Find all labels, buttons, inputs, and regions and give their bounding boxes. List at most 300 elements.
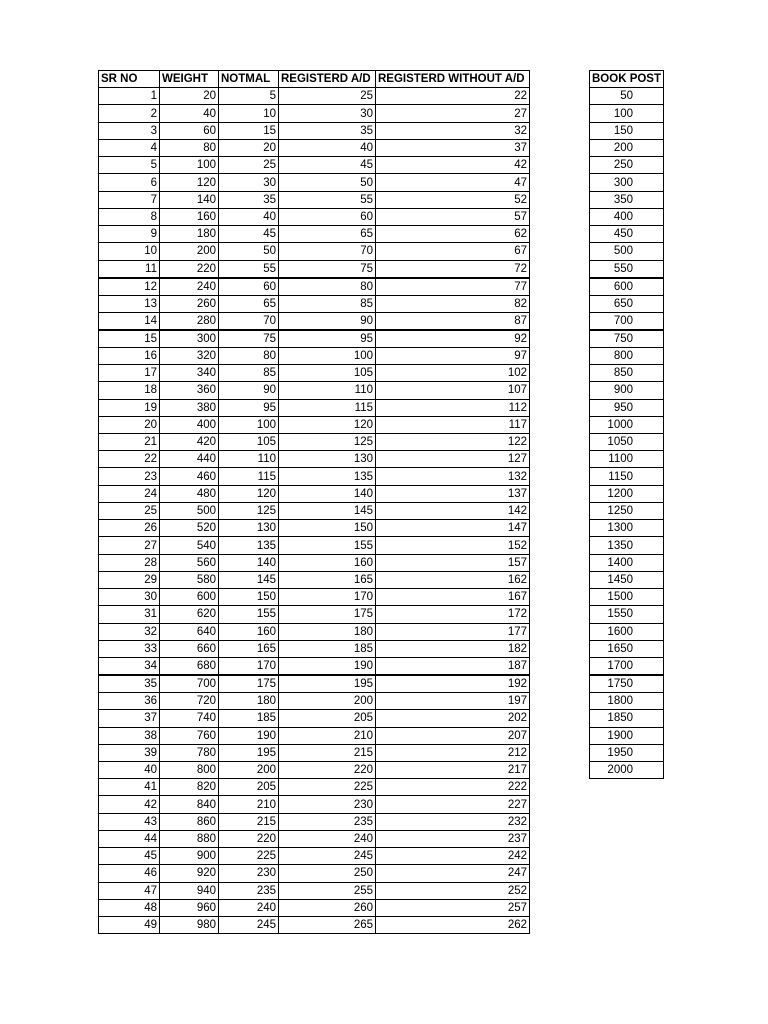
sr-no-cell: 2 bbox=[99, 105, 160, 122]
sr-no-cell: 44 bbox=[99, 830, 160, 847]
notmal-cell: 180 bbox=[219, 693, 279, 710]
registerd-without-ad-cell: 147 bbox=[376, 520, 530, 537]
book-post-cell: 900 bbox=[590, 382, 664, 399]
registerd-without-ad-cell: 212 bbox=[376, 744, 530, 761]
table-row bbox=[99, 347, 530, 364]
weight-cell: 160 bbox=[160, 208, 219, 225]
book-post-cell: 1650 bbox=[590, 640, 664, 657]
table-row bbox=[99, 589, 530, 606]
table-row bbox=[99, 848, 530, 865]
notmal-cell: 220 bbox=[219, 830, 279, 847]
registerd-ad-cell: 250 bbox=[279, 865, 376, 882]
weight-cell: 80 bbox=[160, 139, 219, 156]
registerd-ad-cell: 260 bbox=[279, 899, 376, 916]
registerd-without-ad-cell: 157 bbox=[376, 554, 530, 571]
sr-no-cell: 18 bbox=[99, 382, 160, 399]
table-row bbox=[99, 796, 530, 813]
table-row bbox=[590, 416, 664, 433]
weight-cell: 480 bbox=[160, 485, 219, 502]
weight-cell: 340 bbox=[160, 365, 219, 382]
registerd-without-ad-cell: 262 bbox=[376, 917, 530, 934]
weight-cell: 580 bbox=[160, 571, 219, 588]
table-row bbox=[99, 554, 530, 571]
registerd-without-ad-cell: 247 bbox=[376, 865, 530, 882]
book-post-cell: 1350 bbox=[590, 537, 664, 554]
table-row bbox=[590, 744, 664, 761]
table-row bbox=[99, 382, 530, 399]
weight-cell: 620 bbox=[160, 606, 219, 623]
book-post-cell: 2000 bbox=[590, 761, 664, 778]
table-row bbox=[590, 295, 664, 312]
weight-cell: 840 bbox=[160, 796, 219, 813]
table-row bbox=[99, 693, 530, 710]
weight-cell: 720 bbox=[160, 693, 219, 710]
registerd-without-ad-cell: 77 bbox=[376, 278, 530, 296]
notmal-cell: 25 bbox=[219, 157, 279, 174]
sr-no-cell: 45 bbox=[99, 848, 160, 865]
sr-no-cell: 23 bbox=[99, 468, 160, 485]
notmal-cell: 20 bbox=[219, 139, 279, 156]
table-row bbox=[99, 744, 530, 761]
registerd-ad-cell: 140 bbox=[279, 485, 376, 502]
weight-cell: 120 bbox=[160, 174, 219, 191]
registerd-without-ad-cell: 257 bbox=[376, 899, 530, 916]
sr-no-cell: 14 bbox=[99, 312, 160, 330]
table-row bbox=[590, 520, 664, 537]
table-row bbox=[590, 347, 664, 364]
registerd-without-ad-cell: 152 bbox=[376, 537, 530, 554]
table-row bbox=[99, 174, 530, 191]
notmal-cell: 225 bbox=[219, 848, 279, 865]
sr-no-cell: 24 bbox=[99, 485, 160, 502]
weight-cell: 300 bbox=[160, 330, 219, 348]
registerd-without-ad-cell: 142 bbox=[376, 502, 530, 519]
table-row bbox=[590, 658, 664, 676]
registerd-without-ad-cell: 182 bbox=[376, 640, 530, 657]
registerd-without-ad-cell: 37 bbox=[376, 139, 530, 156]
table-row bbox=[590, 710, 664, 727]
table-row bbox=[99, 571, 530, 588]
sr-no-cell: 21 bbox=[99, 433, 160, 450]
book-post-cell: 1950 bbox=[590, 744, 664, 761]
table-row bbox=[590, 468, 664, 485]
registerd-without-ad-cell: 242 bbox=[376, 848, 530, 865]
notmal-cell: 115 bbox=[219, 468, 279, 485]
table-row bbox=[99, 105, 530, 122]
registerd-without-ad-cell: 97 bbox=[376, 347, 530, 364]
sr-no-cell: 47 bbox=[99, 882, 160, 899]
registerd-without-ad-cell: 167 bbox=[376, 589, 530, 606]
registerd-without-ad-cell: 252 bbox=[376, 882, 530, 899]
weight-cell: 360 bbox=[160, 382, 219, 399]
notmal-cell: 145 bbox=[219, 571, 279, 588]
table-row bbox=[590, 761, 664, 778]
weight-cell: 40 bbox=[160, 105, 219, 122]
registerd-ad-cell: 210 bbox=[279, 727, 376, 744]
book-post-cell: 1500 bbox=[590, 589, 664, 606]
notmal-cell: 140 bbox=[219, 554, 279, 571]
weight-cell: 740 bbox=[160, 710, 219, 727]
table-row bbox=[99, 710, 530, 727]
weight-cell: 260 bbox=[160, 295, 219, 312]
table-row bbox=[590, 589, 664, 606]
registerd-ad-cell: 135 bbox=[279, 468, 376, 485]
notmal-cell: 215 bbox=[219, 813, 279, 830]
notmal-cell: 65 bbox=[219, 295, 279, 312]
registerd-without-ad-cell: 187 bbox=[376, 658, 530, 676]
registerd-ad-cell: 235 bbox=[279, 813, 376, 830]
registerd-ad-cell: 60 bbox=[279, 208, 376, 225]
registerd-ad-cell: 80 bbox=[279, 278, 376, 296]
registerd-ad-cell: 125 bbox=[279, 433, 376, 450]
registerd-without-ad-cell: 207 bbox=[376, 727, 530, 744]
registerd-ad-cell: 215 bbox=[279, 744, 376, 761]
table-row bbox=[99, 640, 530, 657]
book-post-cell: 850 bbox=[590, 365, 664, 382]
registerd-ad-cell: 230 bbox=[279, 796, 376, 813]
weight-cell: 560 bbox=[160, 554, 219, 571]
registerd-ad-cell: 265 bbox=[279, 917, 376, 934]
registerd-ad-cell: 160 bbox=[279, 554, 376, 571]
book-post-table bbox=[589, 70, 664, 779]
registerd-without-ad-cell: 202 bbox=[376, 710, 530, 727]
book-post-cell: 1050 bbox=[590, 433, 664, 450]
table-row bbox=[590, 451, 664, 468]
sr-no-cell: 10 bbox=[99, 243, 160, 260]
registerd-ad-cell: 95 bbox=[279, 330, 376, 348]
book-post-cell: 1850 bbox=[590, 710, 664, 727]
weight-cell: 640 bbox=[160, 623, 219, 640]
weight-cell: 60 bbox=[160, 122, 219, 139]
book-post-cell: 1200 bbox=[590, 485, 664, 502]
notmal-cell: 245 bbox=[219, 917, 279, 934]
table-row bbox=[590, 606, 664, 623]
weight-cell: 680 bbox=[160, 658, 219, 676]
registerd-ad-cell: 100 bbox=[279, 347, 376, 364]
weight-cell: 100 bbox=[160, 157, 219, 174]
weight-cell: 220 bbox=[160, 260, 219, 278]
table-row bbox=[590, 675, 664, 693]
table-row bbox=[99, 208, 530, 225]
notmal-cell: 100 bbox=[219, 416, 279, 433]
registerd-ad-cell: 25 bbox=[279, 88, 376, 105]
book-post-cell: 50 bbox=[590, 88, 664, 105]
book-post-cell: 250 bbox=[590, 157, 664, 174]
weight-cell: 540 bbox=[160, 537, 219, 554]
table-row bbox=[99, 122, 530, 139]
weight-cell: 380 bbox=[160, 399, 219, 416]
table-row bbox=[590, 433, 664, 450]
registerd-without-ad-cell: 117 bbox=[376, 416, 530, 433]
header-registerd-ad: REGISTERD A/D bbox=[279, 71, 376, 88]
registerd-without-ad-cell: 132 bbox=[376, 468, 530, 485]
registerd-without-ad-cell: 67 bbox=[376, 243, 530, 260]
notmal-cell: 35 bbox=[219, 191, 279, 208]
weight-cell: 860 bbox=[160, 813, 219, 830]
notmal-cell: 105 bbox=[219, 433, 279, 450]
weight-cell: 420 bbox=[160, 433, 219, 450]
registerd-without-ad-cell: 72 bbox=[376, 260, 530, 278]
registerd-ad-cell: 170 bbox=[279, 589, 376, 606]
notmal-cell: 5 bbox=[219, 88, 279, 105]
table-row bbox=[99, 520, 530, 537]
notmal-cell: 200 bbox=[219, 761, 279, 778]
weight-cell: 140 bbox=[160, 191, 219, 208]
table-row bbox=[590, 554, 664, 571]
registerd-ad-cell: 175 bbox=[279, 606, 376, 623]
table-row bbox=[590, 139, 664, 156]
registerd-without-ad-cell: 32 bbox=[376, 122, 530, 139]
table-row bbox=[99, 502, 530, 519]
registerd-without-ad-cell: 82 bbox=[376, 295, 530, 312]
notmal-cell: 85 bbox=[219, 365, 279, 382]
book-post-cell: 1900 bbox=[590, 727, 664, 744]
table-row bbox=[590, 502, 664, 519]
table-row bbox=[99, 330, 530, 348]
weight-cell: 900 bbox=[160, 848, 219, 865]
table-row bbox=[590, 399, 664, 416]
registerd-ad-cell: 90 bbox=[279, 312, 376, 330]
notmal-cell: 160 bbox=[219, 623, 279, 640]
registerd-ad-cell: 40 bbox=[279, 139, 376, 156]
weight-cell: 240 bbox=[160, 278, 219, 296]
table-row bbox=[99, 865, 530, 882]
weight-cell: 280 bbox=[160, 312, 219, 330]
registerd-without-ad-cell: 192 bbox=[376, 675, 530, 693]
book-post-cell: 1150 bbox=[590, 468, 664, 485]
sr-no-cell: 17 bbox=[99, 365, 160, 382]
registerd-without-ad-cell: 127 bbox=[376, 451, 530, 468]
table-row bbox=[99, 813, 530, 830]
notmal-cell: 90 bbox=[219, 382, 279, 399]
weight-cell: 800 bbox=[160, 761, 219, 778]
table-row bbox=[590, 260, 664, 278]
book-post-cell: 200 bbox=[590, 139, 664, 156]
sr-no-cell: 39 bbox=[99, 744, 160, 761]
notmal-cell: 235 bbox=[219, 882, 279, 899]
weight-cell: 760 bbox=[160, 727, 219, 744]
table-row bbox=[590, 312, 664, 330]
rate-table bbox=[98, 70, 530, 934]
sr-no-cell: 32 bbox=[99, 623, 160, 640]
sr-no-cell: 8 bbox=[99, 208, 160, 225]
sr-no-cell: 7 bbox=[99, 191, 160, 208]
weight-cell: 780 bbox=[160, 744, 219, 761]
sr-no-cell: 29 bbox=[99, 571, 160, 588]
table-row bbox=[590, 226, 664, 243]
sr-no-cell: 26 bbox=[99, 520, 160, 537]
sr-no-cell: 1 bbox=[99, 88, 160, 105]
registerd-ad-cell: 75 bbox=[279, 260, 376, 278]
book-post-cell: 950 bbox=[590, 399, 664, 416]
registerd-without-ad-cell: 107 bbox=[376, 382, 530, 399]
table-row bbox=[99, 157, 530, 174]
notmal-cell: 125 bbox=[219, 502, 279, 519]
registerd-without-ad-cell: 227 bbox=[376, 796, 530, 813]
weight-cell: 400 bbox=[160, 416, 219, 433]
notmal-cell: 150 bbox=[219, 589, 279, 606]
book-post-cell: 700 bbox=[590, 312, 664, 330]
book-post-cell: 150 bbox=[590, 122, 664, 139]
table-row bbox=[99, 485, 530, 502]
registerd-without-ad-cell: 122 bbox=[376, 433, 530, 450]
table-row bbox=[590, 208, 664, 225]
book-post-cell: 100 bbox=[590, 105, 664, 122]
table-row bbox=[99, 139, 530, 156]
registerd-ad-cell: 255 bbox=[279, 882, 376, 899]
sr-no-cell: 42 bbox=[99, 796, 160, 813]
table-row bbox=[99, 191, 530, 208]
sr-no-cell: 35 bbox=[99, 675, 160, 693]
sr-no-cell: 3 bbox=[99, 122, 160, 139]
notmal-cell: 210 bbox=[219, 796, 279, 813]
registerd-ad-cell: 65 bbox=[279, 226, 376, 243]
table-row bbox=[99, 761, 530, 778]
table-row bbox=[590, 157, 664, 174]
table-row bbox=[99, 451, 530, 468]
notmal-cell: 185 bbox=[219, 710, 279, 727]
notmal-cell: 75 bbox=[219, 330, 279, 348]
table-row bbox=[590, 571, 664, 588]
book-post-cell: 1100 bbox=[590, 451, 664, 468]
book-post-cell: 1750 bbox=[590, 675, 664, 693]
sr-no-cell: 5 bbox=[99, 157, 160, 174]
weight-cell: 500 bbox=[160, 502, 219, 519]
sr-no-cell: 41 bbox=[99, 779, 160, 796]
book-post-cell: 1250 bbox=[590, 502, 664, 519]
registerd-ad-cell: 85 bbox=[279, 295, 376, 312]
registerd-ad-cell: 55 bbox=[279, 191, 376, 208]
sr-no-cell: 49 bbox=[99, 917, 160, 934]
registerd-ad-cell: 245 bbox=[279, 848, 376, 865]
registerd-without-ad-cell: 87 bbox=[376, 312, 530, 330]
notmal-cell: 175 bbox=[219, 675, 279, 693]
sr-no-cell: 36 bbox=[99, 693, 160, 710]
notmal-cell: 205 bbox=[219, 779, 279, 796]
weight-cell: 660 bbox=[160, 640, 219, 657]
header-notmal: NOTMAL bbox=[219, 71, 279, 88]
weight-cell: 200 bbox=[160, 243, 219, 260]
table-row bbox=[99, 658, 530, 676]
book-post-cell: 800 bbox=[590, 347, 664, 364]
weight-cell: 980 bbox=[160, 917, 219, 934]
sr-no-cell: 27 bbox=[99, 537, 160, 554]
book-post-cell: 1800 bbox=[590, 693, 664, 710]
sr-no-cell: 6 bbox=[99, 174, 160, 191]
sr-no-cell: 12 bbox=[99, 278, 160, 296]
registerd-ad-cell: 35 bbox=[279, 122, 376, 139]
table-row bbox=[99, 295, 530, 312]
weight-cell: 320 bbox=[160, 347, 219, 364]
table-row bbox=[99, 779, 530, 796]
table-row bbox=[590, 640, 664, 657]
table-row bbox=[99, 312, 530, 330]
book-post-cell: 750 bbox=[590, 330, 664, 348]
book-post-cell: 550 bbox=[590, 260, 664, 278]
registerd-ad-cell: 70 bbox=[279, 243, 376, 260]
sr-no-cell: 30 bbox=[99, 589, 160, 606]
sr-no-cell: 25 bbox=[99, 502, 160, 519]
table-row bbox=[99, 278, 530, 296]
registerd-without-ad-cell: 47 bbox=[376, 174, 530, 191]
table-row bbox=[99, 468, 530, 485]
book-post-header-row bbox=[590, 71, 664, 88]
notmal-cell: 165 bbox=[219, 640, 279, 657]
table-row bbox=[590, 122, 664, 139]
sr-no-cell: 33 bbox=[99, 640, 160, 657]
registerd-ad-cell: 145 bbox=[279, 502, 376, 519]
notmal-cell: 95 bbox=[219, 399, 279, 416]
registerd-without-ad-cell: 52 bbox=[376, 191, 530, 208]
registerd-ad-cell: 150 bbox=[279, 520, 376, 537]
notmal-cell: 240 bbox=[219, 899, 279, 916]
book-post-cell: 300 bbox=[590, 174, 664, 191]
notmal-cell: 80 bbox=[219, 347, 279, 364]
registerd-without-ad-cell: 172 bbox=[376, 606, 530, 623]
book-post-cell: 1700 bbox=[590, 658, 664, 676]
notmal-cell: 15 bbox=[219, 122, 279, 139]
registerd-ad-cell: 45 bbox=[279, 157, 376, 174]
registerd-ad-cell: 165 bbox=[279, 571, 376, 588]
table-row bbox=[99, 260, 530, 278]
registerd-without-ad-cell: 57 bbox=[376, 208, 530, 225]
sr-no-cell: 4 bbox=[99, 139, 160, 156]
book-post-cell: 400 bbox=[590, 208, 664, 225]
registerd-ad-cell: 205 bbox=[279, 710, 376, 727]
sr-no-cell: 22 bbox=[99, 451, 160, 468]
table-row bbox=[590, 485, 664, 502]
notmal-cell: 130 bbox=[219, 520, 279, 537]
sr-no-cell: 38 bbox=[99, 727, 160, 744]
weight-cell: 960 bbox=[160, 899, 219, 916]
table-row bbox=[99, 433, 530, 450]
notmal-cell: 170 bbox=[219, 658, 279, 676]
header-weight: WEIGHT bbox=[160, 71, 219, 88]
notmal-cell: 50 bbox=[219, 243, 279, 260]
notmal-cell: 60 bbox=[219, 278, 279, 296]
sr-no-cell: 20 bbox=[99, 416, 160, 433]
book-post-cell: 450 bbox=[590, 226, 664, 243]
registerd-ad-cell: 120 bbox=[279, 416, 376, 433]
registerd-without-ad-cell: 237 bbox=[376, 830, 530, 847]
registerd-ad-cell: 30 bbox=[279, 105, 376, 122]
notmal-cell: 195 bbox=[219, 744, 279, 761]
book-post-cell: 350 bbox=[590, 191, 664, 208]
table-row bbox=[590, 105, 664, 122]
notmal-cell: 135 bbox=[219, 537, 279, 554]
table-row bbox=[590, 727, 664, 744]
registerd-without-ad-cell: 162 bbox=[376, 571, 530, 588]
weight-cell: 20 bbox=[160, 88, 219, 105]
notmal-cell: 120 bbox=[219, 485, 279, 502]
book-post-cell: 1000 bbox=[590, 416, 664, 433]
weight-cell: 880 bbox=[160, 830, 219, 847]
table-row bbox=[99, 727, 530, 744]
table-row bbox=[590, 88, 664, 105]
notmal-cell: 45 bbox=[219, 226, 279, 243]
table-row bbox=[590, 623, 664, 640]
registerd-without-ad-cell: 102 bbox=[376, 365, 530, 382]
registerd-ad-cell: 50 bbox=[279, 174, 376, 191]
sr-no-cell: 43 bbox=[99, 813, 160, 830]
table-row bbox=[99, 606, 530, 623]
registerd-without-ad-cell: 92 bbox=[376, 330, 530, 348]
sr-no-cell: 40 bbox=[99, 761, 160, 778]
table-row bbox=[99, 537, 530, 554]
book-post-cell: 600 bbox=[590, 278, 664, 296]
table-row bbox=[99, 226, 530, 243]
sr-no-cell: 11 bbox=[99, 260, 160, 278]
